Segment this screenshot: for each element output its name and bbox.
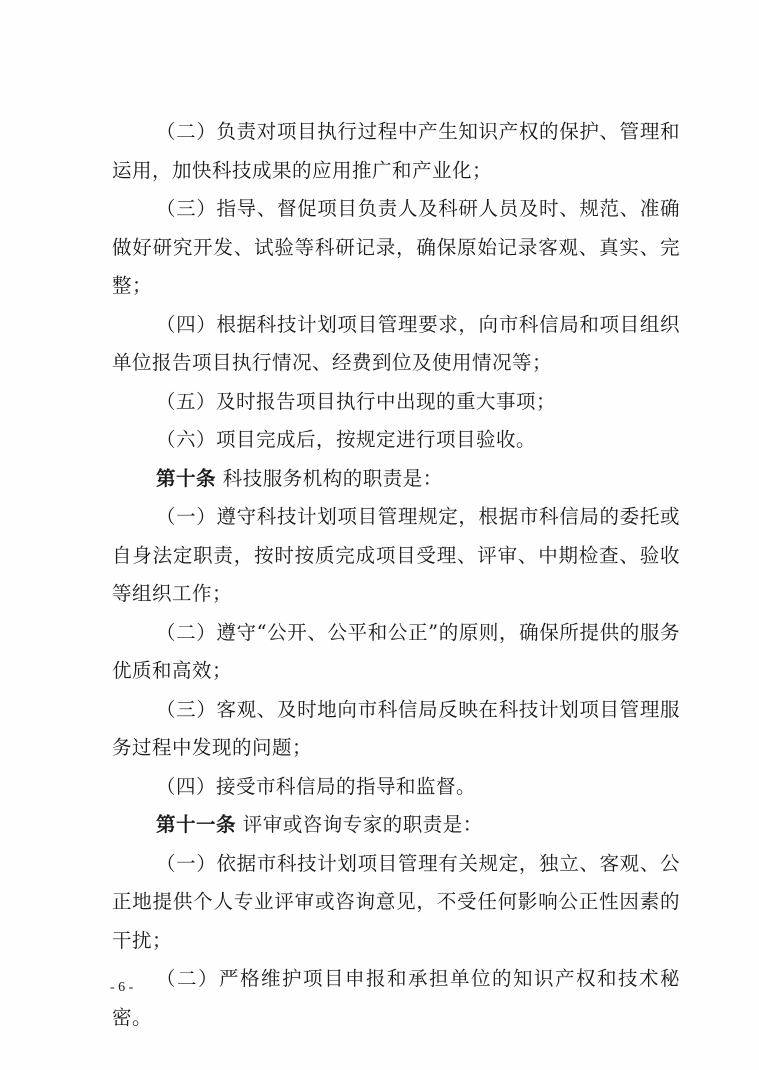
paragraph-line: （二）遵守“公开、公平和公正”的原则，确保所提供的服务 <box>156 620 680 644</box>
paragraph-line: （二）负责对项目执行过程中产生知识产权的保护、管理和 <box>156 120 680 143</box>
paragraph-line: 务过程中发现的问题； <box>112 736 313 759</box>
paragraph-line: 优质和高效； <box>112 659 233 682</box>
paragraph-line: （一）依据市科技计划项目管理有关规定，独立、客观、公 <box>156 851 680 875</box>
paragraph-line: （二）严格维护项目申报和承担单位的知识产权和技术秘 <box>156 967 680 990</box>
article-11-text: 评审或咨询专家的职责是： <box>242 813 483 836</box>
paragraph-line: 干扰； <box>112 928 173 952</box>
paragraph-line: 自身法定职责，按时按质完成项目受理、评审、中期检查、验收 <box>112 543 680 567</box>
paragraph-line: （四）根据科技计划项目管理要求，向市科信局和项目组织 <box>156 312 680 336</box>
paragraph-line: 正地提供个人专业评审或咨询意见，不受任何影响公正性因素的 <box>112 890 680 913</box>
article-11-heading: 第十一条 <box>156 813 237 836</box>
paragraph-line: （三）客观、及时地向市科信局反映在科技计划项目管理服 <box>156 697 680 721</box>
paragraph-line: （一）遵守科技计划项目管理规定，根据市科信局的委托或 <box>156 505 680 528</box>
paragraph-line: 整； <box>112 274 153 297</box>
paragraph-line: （四）接受市科信局的指导和监督。 <box>156 774 477 798</box>
paragraph-line: 运用，加快科技成果的应用推广和产业化； <box>112 158 493 182</box>
paragraph-line: 密。 <box>112 1005 153 1029</box>
paragraph-line: 做好研究开发、试验等科研记录，确保原始记录客观、真实、完 <box>112 235 680 259</box>
document-body <box>112 113 680 1037</box>
paragraph-line: 等组织工作； <box>112 582 233 605</box>
paragraph-line: （五）及时报告项目执行中出现的重大事项； <box>156 389 557 413</box>
article-10-text: 科技服务机构的职责是： <box>222 466 443 490</box>
page-number: - 6 - <box>110 980 134 995</box>
article-10-line <box>112 460 680 499</box>
paragraph-line: 单位报告项目执行情况、经费到位及使用情况等； <box>112 351 553 374</box>
paragraph-line: （三）指导、督促项目负责人及科研人员及时、规范、准确 <box>156 197 680 220</box>
article-11-line <box>112 806 680 845</box>
article-10-heading: 第十条 <box>156 466 217 490</box>
paragraph-line: （六）项目完成后，按规定进行项目验收。 <box>156 428 537 451</box>
